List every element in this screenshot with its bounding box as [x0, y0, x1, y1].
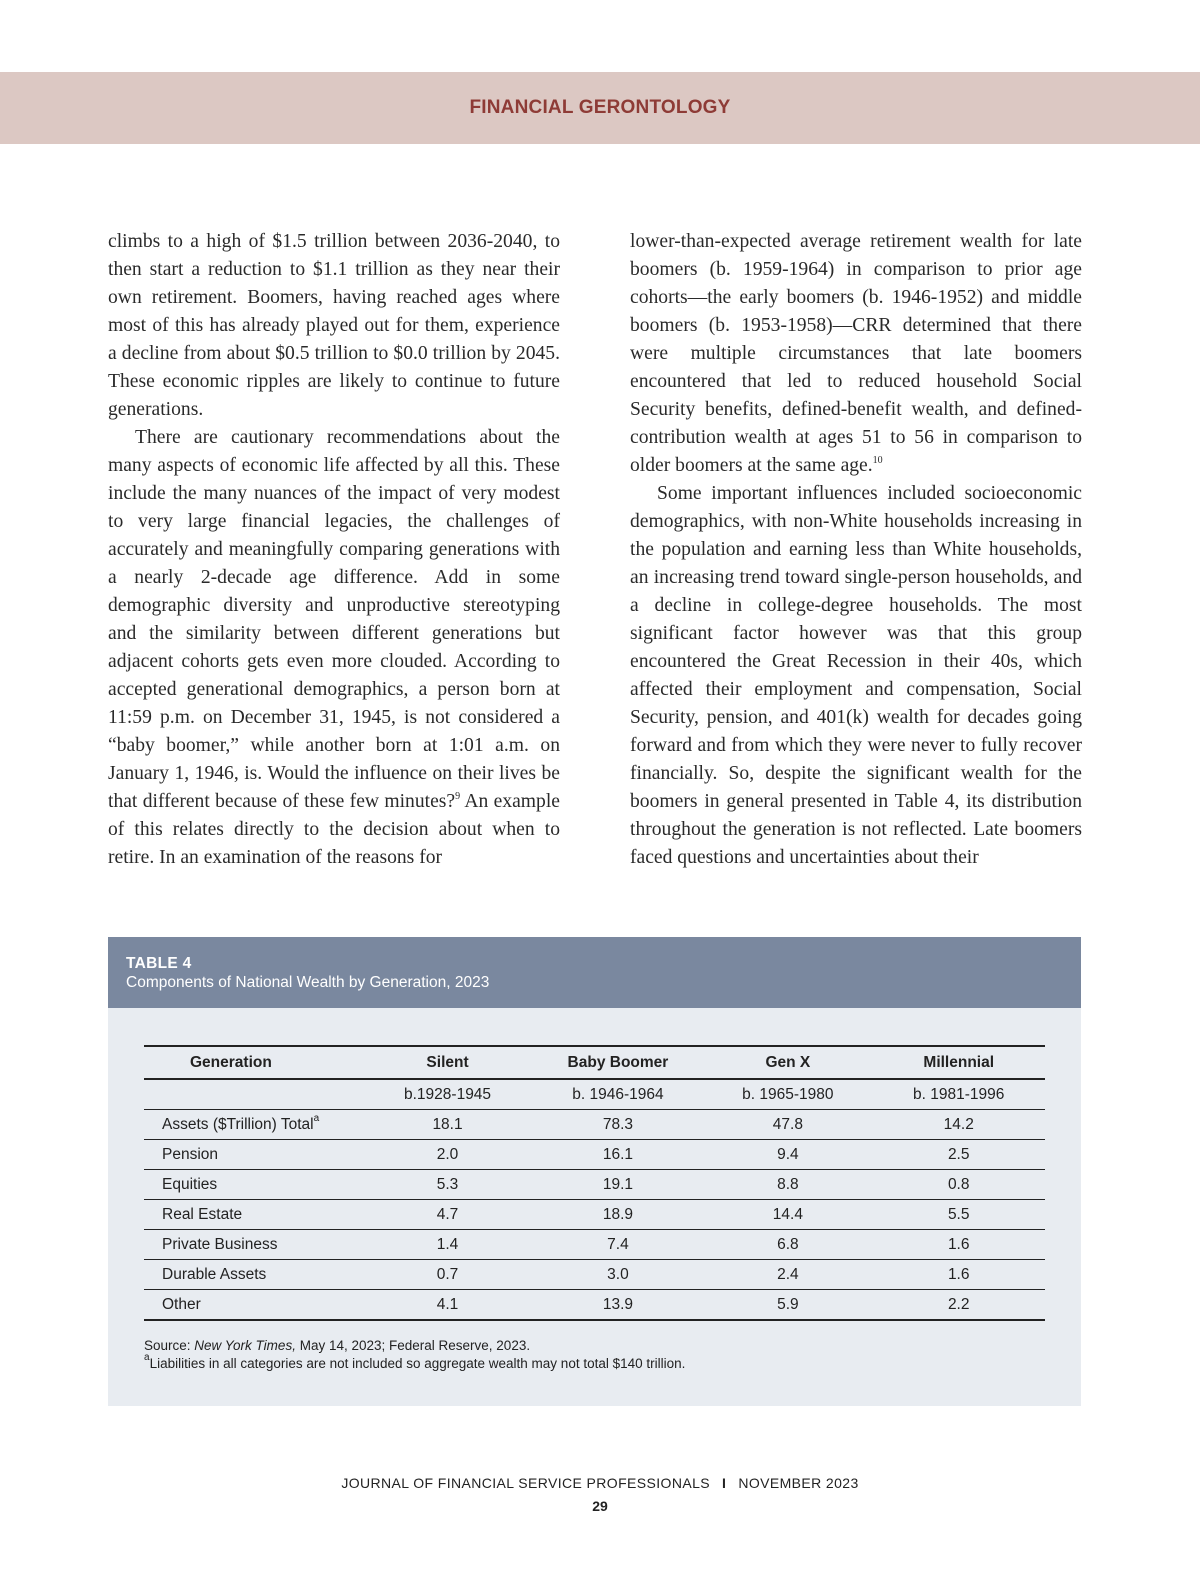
row-label-text: Equities [162, 1175, 218, 1193]
table-cell: 14.2 [872, 1110, 1045, 1140]
table-cell: 0.7 [362, 1260, 532, 1290]
table-panel [108, 937, 1081, 1406]
row-label-text: Private Business [162, 1235, 278, 1253]
column-header: Gen X [703, 1046, 872, 1079]
table-cell: b. 1946-1964 [533, 1079, 704, 1110]
table-cell: 8.8 [703, 1170, 872, 1200]
table-cell: 5.9 [703, 1290, 872, 1321]
table-cell: 14.4 [703, 1200, 872, 1230]
issue-date: NOVEMBER 2023 [738, 1475, 859, 1491]
paragraph: Some important influences included socioeconomic demographics, with non-White households increasing in the population and earning less than White households, an increasing trend toward single-person households, and a decline in college-degree households. The most significant factor however was that this group encountered the Great Recession in their 40s, which affected their employment and compensation, Social Security, pension, and 401(k) wealth for decades going forward and from which they were never to fully recover financially. So, despite the significant wealth for the boomers in general presented in Table 4, its distribution throughout the generation is not reflected. Late boomers faced questions and uncertainties about their [630, 483, 1082, 868]
paragraph-text: An example of this relates directly to the decision about when to retire. In an examination of the reasons for [108, 791, 560, 868]
table-row [144, 1260, 1045, 1290]
row-label-text: Pension [162, 1145, 219, 1163]
table-row [144, 1110, 1045, 1140]
table-cell: 47.8 [703, 1110, 872, 1140]
paragraph-text: There are cautionary recommendations about the many aspects of economic life affected by all this. These include the many nuances of the impact of very modest to very large financial legacies, the challenges of accurately and meaningfully comparing generations with a nearly 2-decade age difference. Add in some demographic diversity and unproductive stereotyping and the similarity between different generations but adjacent cohorts gets even more clouded. According to accepted generational demographics, a person born at 11:59 p.m. on December 31, 1945, is not considered a “baby boomer,” while another born at 1:01 a.m. on January 1, 1946, is. Would the influence on their lives be that different because of these few minutes? [108, 427, 560, 812]
column-header: Generation [144, 1046, 362, 1079]
row-label-text: Real Estate [162, 1205, 243, 1223]
table-cell: 18.9 [533, 1200, 704, 1230]
row-label [144, 1140, 362, 1170]
table-cell: 7.4 [533, 1230, 704, 1260]
paragraph [108, 424, 560, 872]
table-cell: b.1928-1945 [362, 1079, 532, 1110]
row-label [144, 1170, 362, 1200]
paragraph: climbs to a high of $1.5 trillion between 2036-2040, to then start a reduction to $1.1 trillion as they near their own retirement. Boomers, having reached ages where most of this has already played out for them, experience a decline from about $0.5 trillion to $0.0 trillion by 2045. These economic ripples are likely to continue to future generations. [108, 231, 560, 420]
table-body [144, 1079, 1045, 1320]
row-label [144, 1110, 362, 1140]
source-line [144, 1337, 685, 1355]
page-footer [0, 1475, 1200, 1514]
table-row [144, 1290, 1045, 1321]
table-cell: 2.0 [362, 1140, 532, 1170]
table-header-row [144, 1046, 1045, 1079]
table-row [144, 1170, 1045, 1200]
row-label-text: Assets ($Trillion) Total [162, 1115, 314, 1133]
table-cell: 0.8 [872, 1170, 1045, 1200]
table-cell: 16.1 [533, 1140, 704, 1170]
table-cell: 5.3 [362, 1170, 532, 1200]
table-cell: 6.8 [703, 1230, 872, 1260]
footer-line [0, 1475, 1200, 1491]
table-cell: 19.1 [533, 1170, 704, 1200]
running-header [0, 72, 1200, 144]
column-header: Baby Boomer [533, 1046, 704, 1079]
table-cell: 2.5 [872, 1140, 1045, 1170]
wealth-table [144, 1045, 1045, 1321]
table-cell [144, 1079, 362, 1110]
table-cell: b. 1965-1980 [703, 1079, 872, 1110]
table-source [144, 1337, 685, 1373]
table-cell: 78.3 [533, 1110, 704, 1140]
table-cell: 1.6 [872, 1230, 1045, 1260]
row-label [144, 1260, 362, 1290]
footnote-ref: 9 [455, 791, 461, 802]
row-label-text: Durable Assets [162, 1265, 267, 1283]
column-header: Millennial [872, 1046, 1045, 1079]
table-cell: 4.1 [362, 1290, 532, 1321]
note-marker: a [144, 1352, 150, 1363]
right-column [630, 228, 1082, 872]
source-prefix: Source: [144, 1338, 195, 1353]
row-label-text: Other [162, 1295, 201, 1313]
source-rest: May 14, 2023; Federal Reserve, 2023. [295, 1338, 531, 1353]
note-marker: a [313, 1112, 320, 1124]
source-publication: New York Times, [194, 1338, 296, 1353]
note-text: Liabilities in all categories are not included so aggregate wealth may not total $140 trillion. [149, 1356, 686, 1371]
journal-name: JOURNAL OF FINANCIAL SERVICE PROFESSIONALS [341, 1475, 711, 1491]
footnote-ref: 10 [872, 455, 883, 466]
paragraph [630, 228, 1082, 480]
table-cell: 5.5 [872, 1200, 1045, 1230]
table-cell: b. 1981-1996 [872, 1079, 1045, 1110]
column-header: Silent [362, 1046, 532, 1079]
page-number: 29 [592, 1498, 608, 1514]
section-title: FINANCIAL GERONTOLOGY [469, 97, 731, 118]
table-cell: 4.7 [362, 1200, 532, 1230]
table-cell: 1.6 [872, 1260, 1045, 1290]
table-caption: Components of National Wealth by Generation, 2023 [126, 974, 490, 991]
table-cell: 13.9 [533, 1290, 704, 1321]
table-cell: 9.4 [703, 1140, 872, 1170]
footer-separator: I [722, 1475, 727, 1491]
table-cell: 1.4 [362, 1230, 532, 1260]
table-note [144, 1352, 686, 1373]
row-label [144, 1230, 362, 1260]
row-label [144, 1200, 362, 1230]
table-cell: 2.2 [872, 1290, 1045, 1321]
table-row [144, 1230, 1045, 1260]
left-column [108, 228, 560, 872]
table-header [108, 937, 1081, 1008]
row-label [144, 1290, 362, 1321]
paragraph-text: lower-than-expected average retirement wealth for late boomers (b. 1959-1964) in comparison to prior age cohorts—the early boomers (b. 1946-1952) and middle boomers (b. 1953-1958)—CRR determined that there were multiple circumstances that late boomers encountered that led to reduced household Social Security benefits, defined-benefit wealth, and defined-contribution wealth at ages 51 to 56 in comparison to older boomers at the same age. [630, 231, 1082, 476]
table-cell: 2.4 [703, 1260, 872, 1290]
birth-years-row [144, 1079, 1045, 1110]
table-cell: 3.0 [533, 1260, 704, 1290]
table-label: TABLE 4 [126, 955, 192, 972]
table-cell: 18.1 [362, 1110, 532, 1140]
table-row [144, 1140, 1045, 1170]
table-row [144, 1200, 1045, 1230]
